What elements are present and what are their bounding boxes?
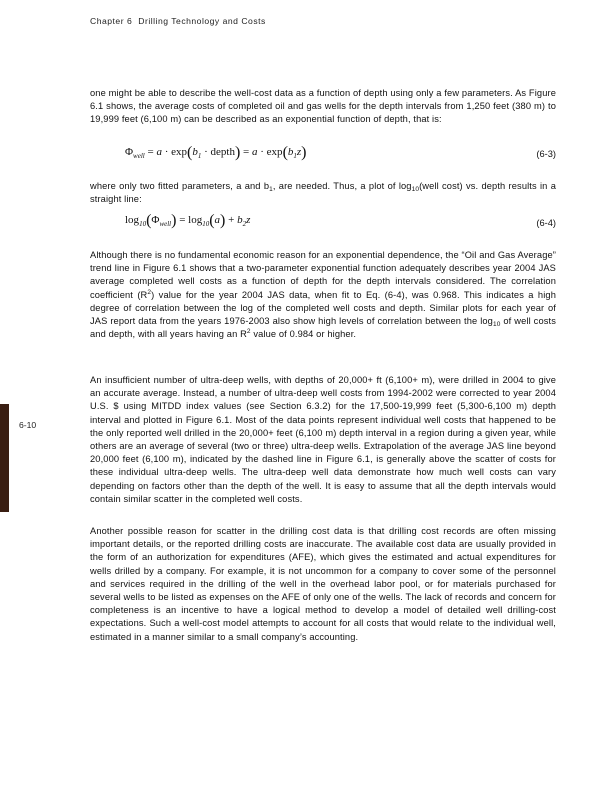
chapter-tab-bar bbox=[0, 404, 9, 512]
equation-6-4: $\log_{10}(\Phi_{well}) = \log_{10}(a) + b_2z$ bbox=[125, 212, 251, 229]
equation-6-3: $\Phi_{well} = a \cdot \exp(b_1$ · depth) = $a \cdot \exp(b_1z)$ bbox=[125, 144, 307, 161]
chapter-label: Chapter 6 bbox=[90, 16, 133, 26]
equation-number-6-3: (6-3) bbox=[536, 149, 556, 159]
chapter-title: Drilling Technology and Costs bbox=[138, 16, 266, 26]
equation-number-6-4: (6-4) bbox=[536, 218, 556, 228]
paragraph-1: one might be able to describe the well-cost data as a function of depth using only a few parameters. As Figure 6.1 shows, the average costs of completed oil and gas wells for the depth intervals from 1,250 feet (380 m) to 19,999 feet (6,100 m) can be described as an exponential function of depth, that is: bbox=[90, 88, 556, 125]
paragraph-4: An insufficient number of ultra-deep wells, with depths of 20,000+ ft (6,100+ m), were drilled in 2004 to give an accurate average. Instead, a number of ultra-deep well costs from 1994-2002 were corrected to year 2004 U.S. $ using MITDD index values (see Section 6.3.2) for the 17,500-19,999 feet (5,300-6,100 m) depth interval and plotted in Figure 6.1. Most of the data points represent individual well costs that happened to be the only reported well drilled in the 20,000+ feet (6,100 m) depth interval in a region during a given year, while others are an average of several (two or three) ultra-deep wells. Extrapolation of the average JAS line beyond 20,000 feet (6,100 m), indicated by the dashed line in Figure 6.1, is generally above the scatter of costs for these individual ultra-deep wells. The ultra-deep well data demonstrate how much well costs can vary depending on factors other than the depth of the well. It is easy to assume that all the depth intervals would contain similar scatter in the completed well costs. bbox=[90, 375, 556, 504]
paragraph-2: where only two fitted parameters, a and $b_1$, are needed. Thus, a plot of $\log_{10}(well$ cost) vs. depth results in a straight line: bbox=[90, 181, 556, 205]
paragraph-5: Another possible reason for scatter in the drilling cost data is that drilling cost records are often missing important details, or the reported drilling costs are inaccurate. The available cost data are usually provided in the form of an authorization for expenditures (AFE), which gives the estimated and actual expenditures for wells drilled by a company. For example, it is not uncommon for a company to cover some of the personnel and services required in the drilling of the well in the overhead labor pool, or for materials purchased for several wells to be listed as expenses on the AFE of only one of the wells. The lack of records and concern for completeness is an incentive to have a logical method to develop a model of detailed well drilling-cost expectations. Such a well-cost model attempts to account for all costs that would relate to the individual well, estimated in a manner similar to a small company’s accounting. bbox=[90, 526, 556, 642]
running-header bbox=[90, 16, 266, 26]
paragraph-3: Although there is no fundamental economic reason for an exponential dependence, the “Oil and Gas Average” trend line in Figure 6.1 shows that a two-parameter exponential function adequately describes year 2004 JAS average completed well costs as a function of depth for the depth intervals considered. The correlation coefficient $(R^2)$ value for the year 2004 JAS data, when fit to Eq. (6-4), was 0.968. This indicates a high degree of correlation between the log of the completed well costs and depth. Similar plots for each year of JAS report data from the years 1976-2003 also show high levels of correlation between the $\log_{10}$ of well costs and depth, with all years having an $R^2$ value of 0.984 or higher. bbox=[90, 250, 556, 340]
page-number: 6-10 bbox=[19, 420, 37, 430]
